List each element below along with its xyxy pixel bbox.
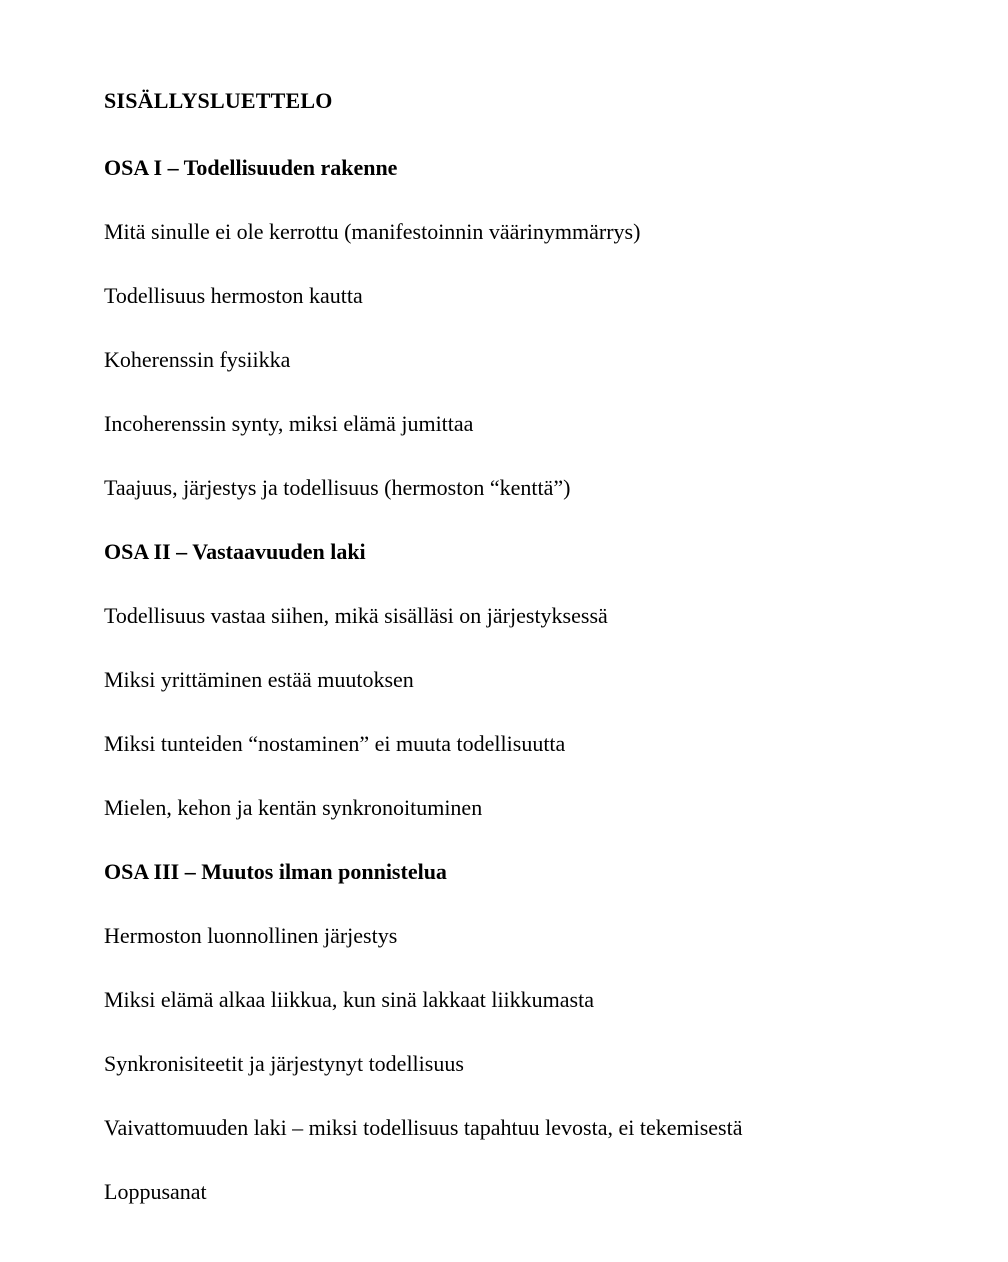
section-heading-osa-3: OSA III – Muutos ilman ponnistelua — [104, 859, 447, 884]
toc-item: Koherenssin fysiikka — [104, 347, 291, 372]
toc-item: Incoherenssin synty, miksi elämä jumittaa — [104, 411, 474, 436]
toc-item: Taajuus, järjestys ja todellisuus (hermoston “kenttä”) — [104, 475, 571, 500]
toc-item: Miksi yrittäminen estää muutoksen — [104, 667, 414, 692]
toc-item: Miksi elämä alkaa liikkua, kun sinä lakkaat liikkumasta — [104, 987, 594, 1012]
section-heading-osa-2: OSA II – Vastaavuuden laki — [104, 539, 366, 564]
section-heading-osa-1: OSA I – Todellisuuden rakenne — [104, 155, 398, 180]
page-title: SISÄLLYSLUETTELO — [104, 88, 333, 113]
toc-item: Mielen, kehon ja kentän synkronoituminen — [104, 795, 483, 820]
toc-item: Mitä sinulle ei ole kerrottu (manifestoinnin väärinymmärrys) — [104, 219, 641, 244]
toc-item: Todellisuus vastaa siihen, mikä sisälläsi on järjestyksessä — [104, 603, 608, 628]
closing-line: Loppusanat — [104, 1179, 207, 1204]
toc-item: Miksi tunteiden “nostaminen” ei muuta todellisuutta — [104, 731, 566, 756]
toc-item: Hermoston luonnollinen järjestys — [104, 923, 398, 948]
toc-item: Synkronisiteetit ja järjestynyt todellisuus — [104, 1051, 464, 1076]
toc-item: Todellisuus hermoston kautta — [104, 283, 363, 308]
toc-item: Vaivattomuuden laki – miksi todellisuus tapahtuu levosta, ei tekemisestä — [104, 1115, 743, 1140]
